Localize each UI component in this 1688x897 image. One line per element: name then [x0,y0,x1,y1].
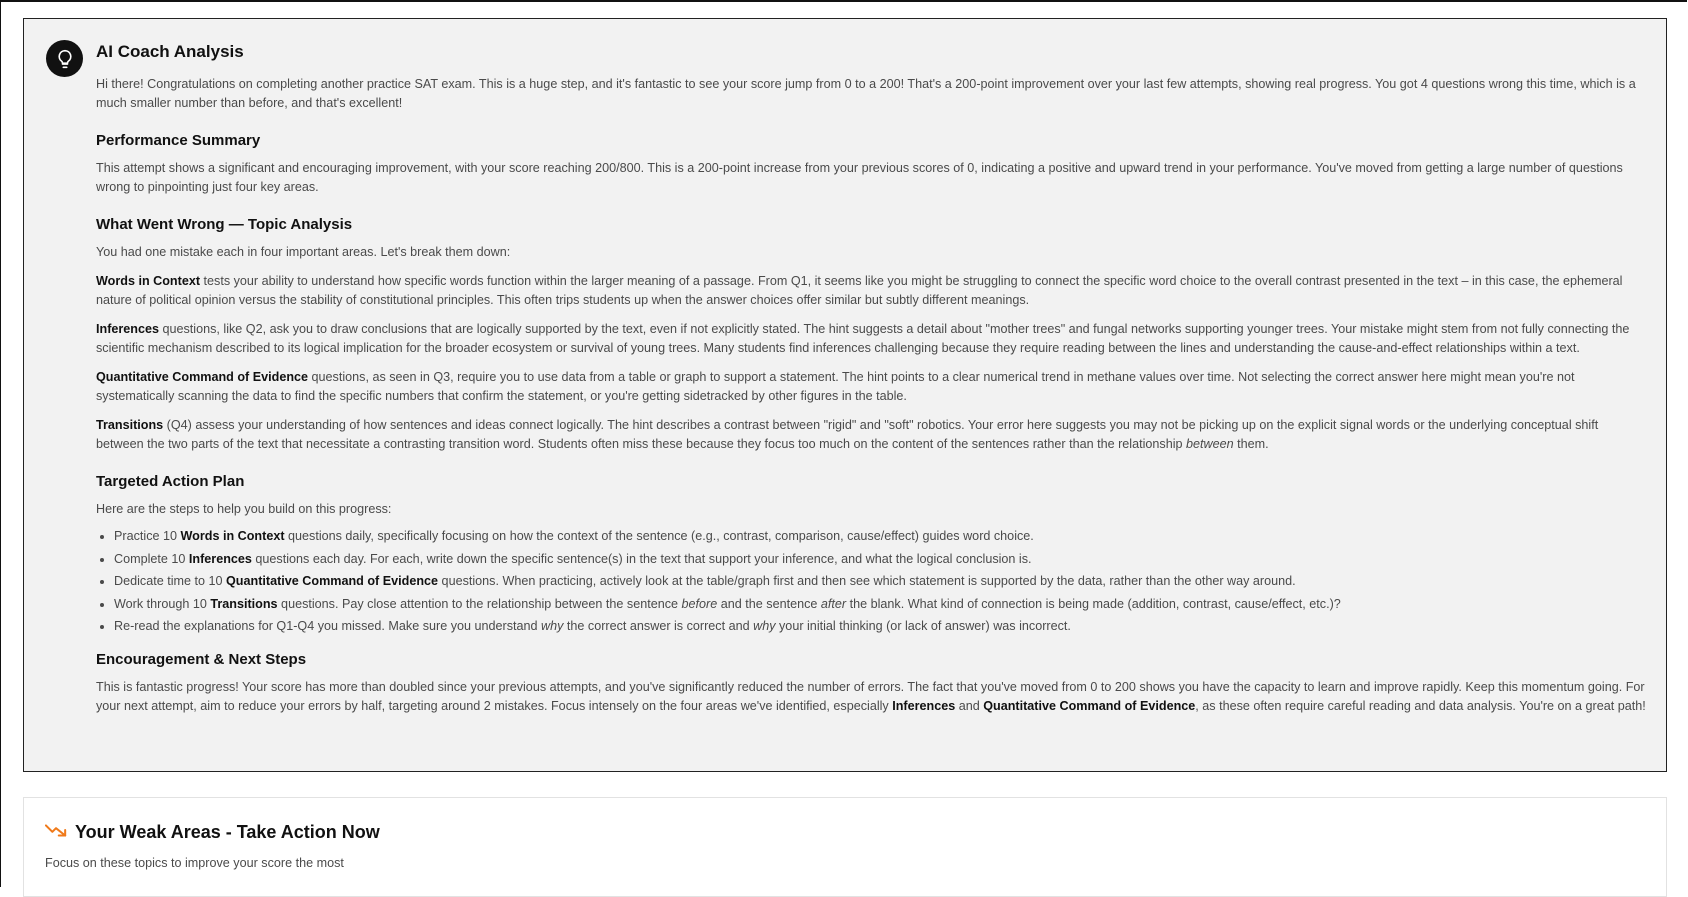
item-text: Re-read the explanations for Q1-Q4 you missed. Make sure you understand [114,619,542,633]
performance-summary-title: Performance Summary [96,132,261,149]
item-topic: Quantitative Command of Evidence [226,574,439,588]
encouragement-topic: Quantitative Command of Evidence [983,698,1196,713]
topic-words-in-context [96,272,1648,310]
list-item [114,525,1648,548]
topic-text: questions, as seen in Q3, require you to use data from a table or graph to support a statement. The hint points to a clear numerical trend in methane values over time. Not selecting the correct answer here might mean you're not systematically scanning the data to find the specific numbers that confirm the statement, or you're getting sidetracked by other figures in the table. [96,370,1575,403]
topic-analysis-intro: You had one mistake each in four important areas. Let's break them down: [96,245,511,259]
topic-text: (Q4) assess your understanding of how sentences and ideas connect logically. The hint describes a contrast between "rigid" and "soft" robotics. Your error here suggests you may not be picking up on the explicit signal words or the underlying conceptual shift between the two parts of the text that necessitate a contrasting transition word. Students often miss these because they focus too much on the content of the sentences rather than the relationship [96,418,1599,451]
coach-title: AI Coach Analysis [96,42,244,61]
item-emphasis: after [820,596,847,611]
topic-name: Words in Context [96,274,201,288]
item-text: Complete 10 [114,551,189,566]
encouragement-topic: Inferences [892,698,956,713]
list-item [114,593,1648,616]
encouragement-text [96,678,1648,716]
topic-name: Inferences [96,322,159,336]
action-plan-intro: Here are the steps to help you build on this progress: [96,502,392,516]
lightbulb-icon [46,40,83,77]
weak-areas-subtitle: Focus on these topics to improve your score the most [45,856,344,870]
topic-text: tests your ability to understand how specific words function within the larger meaning of a passage. From Q1, it seems like you might be struggling to connect the specific word choice to the overall contrast presented in the text – in this case, the ephemeral nature of political opinion versus the stability of constitutional principles. This often trips students up when the answer choices offer similar but subtly different meanings. [96,274,1623,307]
topic-quantitative-command [96,368,1648,406]
coach-content [96,41,1648,726]
encouragement-text-a: This is fantastic progress! Your score has more than doubled since your previous attempts, and you've significantly reduced the number of errors. The fact that you've moved from 0 to 200 shows you have the capacity to learn and improve rapidly. Keep this momentum going. For your next attempt, aim to reduce your errors by half, targeting around 2 mistakes. Focus intensely on the four areas we've identified, especially [96,679,1645,713]
weak-areas-title: Your Weak Areas - Take Action Now [75,822,380,842]
topic-inferences [96,320,1648,358]
topic-name: Quantitative Command of Evidence [96,370,309,384]
item-topic: Inferences [188,551,252,566]
item-text: Dedicate time to 10 [114,574,227,588]
weak-areas-header [45,822,380,843]
item-emphasis: before [681,596,718,611]
weak-areas-card [23,797,1667,897]
item-emphasis: why [753,619,776,633]
encouragement-conj: and [955,698,984,713]
item-text: your initial thinking (or lack of answer) was incorrect. [775,619,1071,633]
item-topic: Transitions [210,596,278,611]
topic-tail: them. [1233,437,1269,451]
item-text: the blank. What kind of connection is being made (addition, contrast, cause/effect, etc.)? [846,596,1341,611]
topic-text: questions, like Q2, ask you to draw conclusions that are logically supported by the text, even if not explicitly stated. The hint suggests a detail about "mother trees" and fungal networks supporting younger trees. Your mistake might stem from not fully connecting the scientific mechanism described to its logical implication for the broader ecosystem or survival of young trees. Many students find inferences challenging because they require reading between the lines and understanding the cause-and-effect relationships within a text. [96,322,1630,355]
list-item [114,615,1648,638]
topic-emphasis: between [1186,437,1234,451]
item-text: Practice 10 [114,529,181,543]
item-text: questions each day. For each, write down the specific sentence(s) in the text that support your inference, and what the logical conclusion is. [251,551,1032,566]
item-text: Work through 10 [114,596,211,611]
action-plan-title: Targeted Action Plan [96,473,245,490]
item-text: the correct answer is correct and [563,619,754,633]
action-plan-list [96,525,1648,638]
topic-name: Transitions [96,418,164,432]
performance-summary-text: This attempt shows a significant and encouraging improvement, with your score reaching 200/800. This is a 200-point increase from your previous scores of 0, indicating a positive and upward trend in your performance. You've moved from getting a large number of questions wrong to pinpointing just four key areas. [96,161,1623,194]
item-text: and the sentence [717,596,821,611]
list-item [114,548,1648,571]
encouragement-title: Encouragement & Next Steps [96,650,307,668]
list-item [114,570,1648,593]
item-emphasis: why [541,619,564,633]
topic-transitions [96,416,1648,454]
item-text: questions. When practicing, actively look at the table/graph first and then see which statement is supported by the data, rather than the other way around. [438,574,1296,588]
topic-analysis-title: What Went Wrong — Topic Analysis [96,216,353,233]
item-text: questions daily, specifically focusing on how the context of the sentence (e.g., contrast, comparison, cause/effect) guides word choice. [284,529,1034,543]
item-text: questions. Pay close attention to the relationship between the sentence [277,596,682,611]
item-topic: Words in Context [180,529,285,543]
ai-coach-card [23,18,1667,772]
encouragement-text-b: , as these often require careful reading and data analysis. You're on a great path! [1195,698,1646,713]
coach-intro: Hi there! Congratulations on completing another practice SAT exam. This is a huge step, and it's fantastic to see your score jump from 0 to a 200! That's a 200-point improvement over your last few attempts, showing real progress. You got 4 questions wrong this time, which is a much smaller number than before, and that's excellent! [96,77,1636,110]
trending-down-icon [45,822,67,843]
